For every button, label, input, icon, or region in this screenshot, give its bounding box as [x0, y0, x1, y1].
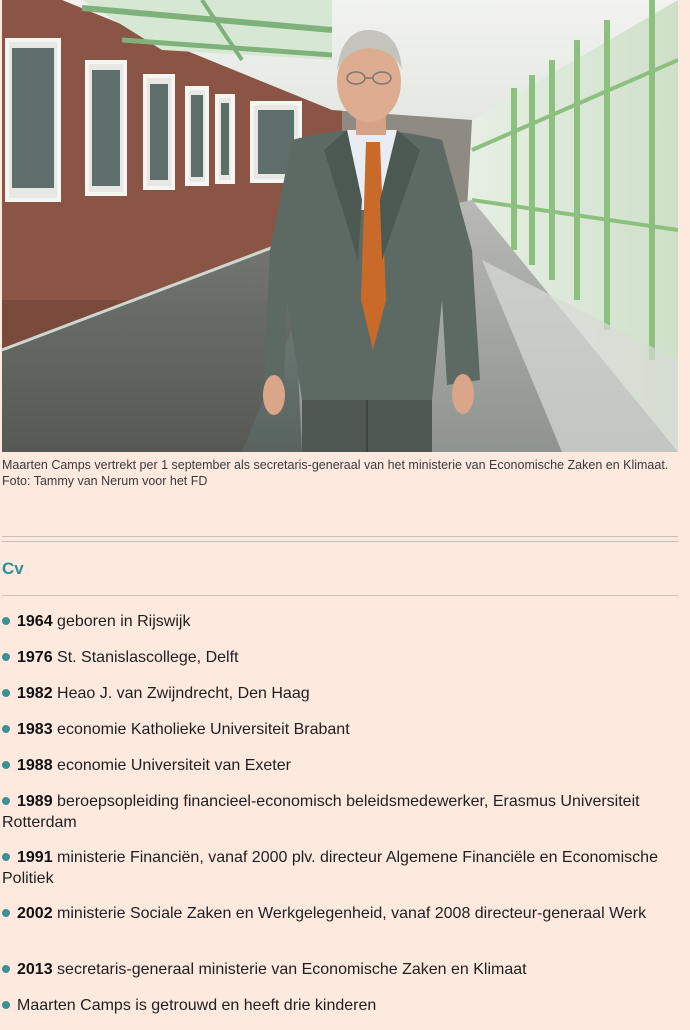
- bullet-icon: [2, 909, 10, 917]
- photo-caption: Maarten Camps vertrekt per 1 september als secretaris-generaal van het ministerie van Economische Zaken en Klimaat. Foto: Tammy van Nerum voor het FD: [2, 458, 669, 488]
- cv-description: secretaris-generaal ministerie van Economische Zaken en Klimaat: [57, 961, 527, 978]
- section-divider-bottom: [2, 541, 678, 542]
- cv-year: 1989: [17, 793, 53, 810]
- cv-description: economie Katholieke Universiteit Brabant: [57, 721, 350, 738]
- cv-description: ministerie Sociale Zaken en Werkgelegenheid, vanaf 2008 directeur-generaal Werk: [57, 905, 647, 922]
- bullet-icon: [2, 965, 10, 973]
- bullet-icon: [2, 1001, 10, 1009]
- portrait-photo-illustration: [2, 0, 678, 452]
- bullet-icon: [2, 761, 10, 769]
- cv-year: 1964: [17, 613, 53, 630]
- cv-year: 2013: [17, 961, 53, 978]
- cv-year: 1991: [17, 849, 53, 866]
- cv-year: 1976: [17, 649, 53, 666]
- cv-description: geboren in Rijswijk: [57, 613, 191, 630]
- list-item: [2, 959, 678, 980]
- list-item: [2, 995, 678, 1016]
- section-divider-top: [2, 536, 678, 537]
- cv-year: 1982: [17, 685, 53, 702]
- cv-description: ministerie Financiën, vanaf 2000 plv. directeur Algemene Financiële en Economische Politiek: [2, 849, 658, 887]
- cv-year: 1983: [17, 721, 53, 738]
- list-item: [2, 647, 678, 668]
- list-item: [2, 847, 678, 889]
- cv-heading: Cv: [2, 559, 24, 578]
- cv-description: St. Stanislascollege, Delft: [57, 649, 239, 666]
- cv-heading-divider: [2, 595, 678, 596]
- cv-year: 2002: [17, 905, 53, 922]
- bullet-icon: [2, 797, 10, 805]
- cv-description: economie Universiteit van Exeter: [57, 757, 291, 774]
- cv-description: Heao J. van Zwijndrecht, Den Haag: [57, 685, 310, 702]
- cv-description: beroepsopleiding financieel-economisch beleidsmedewerker, Erasmus Universiteit Rotterdam: [2, 793, 640, 831]
- bullet-icon: [2, 725, 10, 733]
- cv-year: 1988: [17, 757, 53, 774]
- list-item: [2, 683, 678, 704]
- list-item: [2, 903, 678, 924]
- bullet-icon: [2, 617, 10, 625]
- list-item: [2, 611, 678, 632]
- list-item: [2, 791, 678, 833]
- list-item: [2, 719, 678, 740]
- bullet-icon: [2, 653, 10, 661]
- cv-description: Maarten Camps is getrouwd en heeft drie kinderen: [17, 997, 377, 1014]
- bullet-icon: [2, 689, 10, 697]
- list-item: [2, 755, 678, 776]
- bullet-icon: [2, 853, 10, 861]
- article-photo: [2, 0, 678, 452]
